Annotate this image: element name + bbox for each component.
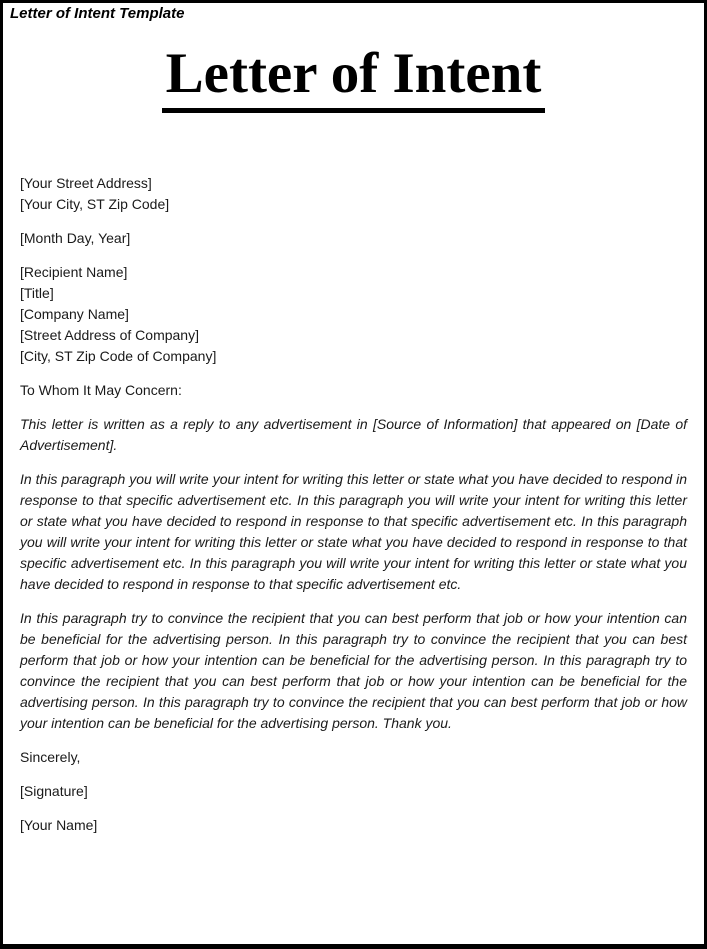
- signature-placeholder: [Signature]: [20, 782, 88, 799]
- recipient-company-name: [Company Name]: [20, 305, 129, 322]
- recipient-title: [Title]: [20, 284, 54, 301]
- title-container: [3, 43, 704, 113]
- letter-date: [Month Day, Year]: [20, 229, 131, 246]
- sender-city-state-zip: [Your City, ST Zip Code]: [20, 195, 170, 212]
- document-header-label: Letter of Intent Template: [10, 5, 185, 22]
- recipient-city-state-zip: [City, ST Zip Code of Company]: [20, 347, 217, 364]
- paragraph-intent: In this paragraph you will write your intent for writing this letter or state what you have decided to respond in response to that specific advertisement etc. In this paragraph you will write your intent for writing this letter or state what you have decided to respond in response to that specific advertisement etc. In this paragraph you will write your intent for writing this letter or state what you have decided to respond in response to that specific advertisement etc. In this paragraph you will write your intent for writing this letter or state what you have decided to respond in response to that specific advertisement etc.: [20, 470, 687, 592]
- paragraph-convince: In this paragraph try to convince the recipient that you can best perform that job or how your intention can be beneficial for the advertising person. In this paragraph try to convince the recipient that you can best perform that job or how your intention can be beneficial for the advertising person. In this paragraph try to convince the recipient that you can best perform that job or how your intention can be beneficial for the advertising person. In this paragraph try to convince the recipient that you can best perform that job or how your intention can be beneficial for the advertising person. Thank you.: [20, 609, 687, 731]
- sender-address-block: [20, 173, 687, 215]
- salutation-text: To Whom It May Concern:: [20, 381, 182, 398]
- recipient-street-address: [Street Address of Company]: [20, 326, 199, 343]
- salutation: [20, 380, 687, 401]
- recipient-address-block: [20, 262, 687, 367]
- closing-sincerely: Sincerely,: [20, 748, 81, 765]
- letter-body: [20, 173, 687, 836]
- your-name-placeholder: [Your Name]: [20, 816, 98, 833]
- page-title: Letter of Intent: [162, 43, 546, 113]
- sender-street-address: [Your Street Address]: [20, 174, 152, 191]
- recipient-name: [Recipient Name]: [20, 263, 128, 280]
- date-block: [20, 228, 687, 249]
- paragraph-intro: This letter is written as a reply to any advertisement in [Source of Information] that appeared on [Date of Advertisement].: [20, 415, 687, 453]
